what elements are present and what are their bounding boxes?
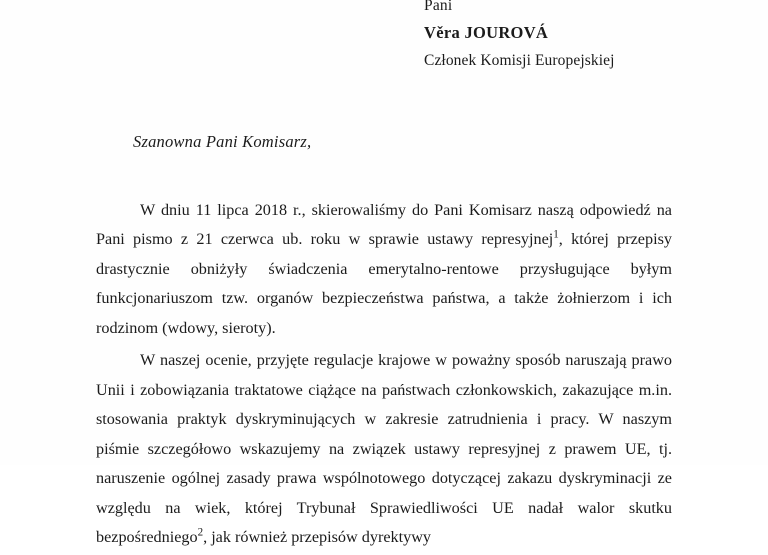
salutation: Szanowna Pani Komisarz, bbox=[133, 132, 312, 151]
footnote-marker: 1 bbox=[553, 229, 559, 242]
addressee-honorific: Pani bbox=[424, 0, 453, 14]
letter-body bbox=[96, 196, 672, 555]
addressee-name: Věra JOUROVÁ bbox=[424, 23, 549, 43]
addressee-role: Członek Komisji Europejskiej bbox=[424, 51, 615, 69]
addressee-block bbox=[424, 0, 744, 73]
paragraph-2: W naszej ocenie, przyjęte regulacje krajowe w poważny sposób naruszają prawo Unii i zobowiązania traktatowe ciążące na państwach członkowskich, zakazujące m.in. stosowania praktyk dyskryminujących w zakresie zatrudnienia i pracy. W naszym piśmie szczegółowo wskazujemy na związek ustawy represyjnej z prawem UE, tj. naruszenie ogólnej zasady prawa wspólnotowego dotyczącej zakazu dyskryminacji ze względu na wiek, której Trybunał Sprawiedliwości UE nadał walor skutku bezpośredniego$^2$, jak również przepisów dyrektywy bbox=[96, 351, 672, 547]
paragraph-1: W dniu 11 lipca 2018 r., skierowaliśmy do Pani Komisarz naszą odpowiedź na Pani pismo z 21 czerwca ub. roku w sprawie ustawy represyjnej$^1$, której przepisy drastycznie obniżyły świadczenia emerytalno-rentowe przysługujące byłym funkcjonariuszom tzw. organów bezpieczeństwa państwa, a także żołnierzom i ich rodzinom (wdowy, sieroty). bbox=[96, 201, 672, 337]
footnote-marker: 2 bbox=[197, 526, 204, 539]
